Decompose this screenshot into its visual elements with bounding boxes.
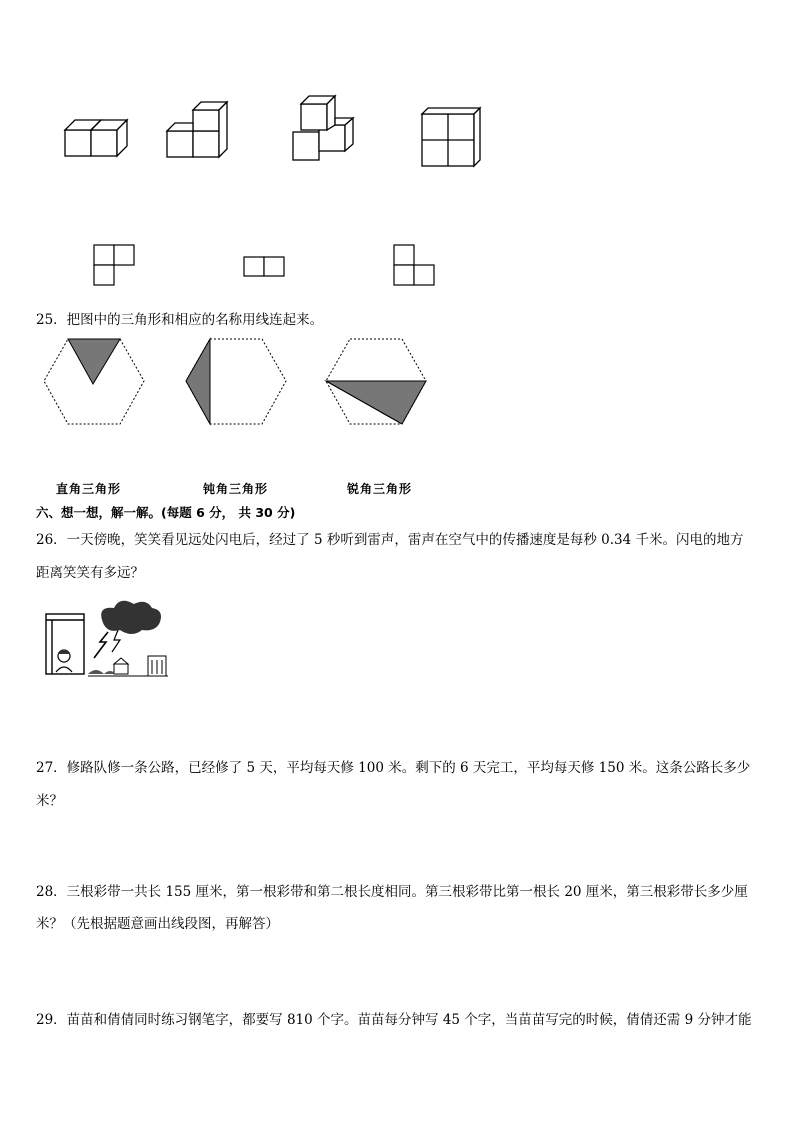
cube-figure-1	[60, 112, 130, 162]
hexagon-figure-1	[42, 336, 148, 430]
triangle-label-acute: 锐角三角形	[347, 482, 413, 496]
q26-line2: 距离笑笑有多远？	[36, 565, 144, 581]
q28-line1: 28．三根彩带一共长 155 厘米，第一根彩带和第二根长度相同。第三根彩带比第一根长 20 厘米，第三根彩带长多少厘	[36, 884, 748, 900]
section-heading: 六、想一想，解一解。(每题 6 分， 共 30 分)	[36, 505, 296, 520]
hexagon-figure-3	[324, 336, 430, 430]
q29-line1: 29．苗苗和倩倩同时练习钢笔字，都要写 810 个字。苗苗每分钟写 45 个字，当苗苗写完的时候，倩倩还需 9 分钟才能	[36, 1012, 752, 1028]
q26-line1: 26．一天傍晚，笑笑看见远处闪电后，经过了 5 秒听到雷声，雷声在空气中的传播速度是每秒 0.34 千米。闪电的地方	[36, 532, 744, 548]
q25-prompt: 25．把图中的三角形和相应的名称用线连起来。	[36, 312, 324, 328]
q27-line2: 米？	[36, 793, 63, 809]
hexagon-figure-2	[184, 336, 290, 430]
triangle-label-obtuse: 钝角三角形	[203, 482, 269, 496]
cube-figure-4	[418, 104, 488, 170]
cube-figure-3	[288, 92, 368, 164]
q28-line2: 米？（先根据题意画出线段图，再解答）	[36, 916, 279, 932]
view-figure-3	[393, 244, 437, 288]
q27-line1: 27．修路队修一条公路，已经修了 5 天，平均每天修 100 米。剩下的 6 天完工，平均每天修 150 米。这条公路长多少	[36, 760, 751, 776]
thunderstorm-illustration	[44, 596, 170, 680]
cube-figure-2	[162, 98, 232, 162]
triangle-label-right: 直角三角形	[56, 482, 122, 496]
view-figure-2	[243, 256, 287, 278]
view-figure-1	[93, 244, 137, 288]
